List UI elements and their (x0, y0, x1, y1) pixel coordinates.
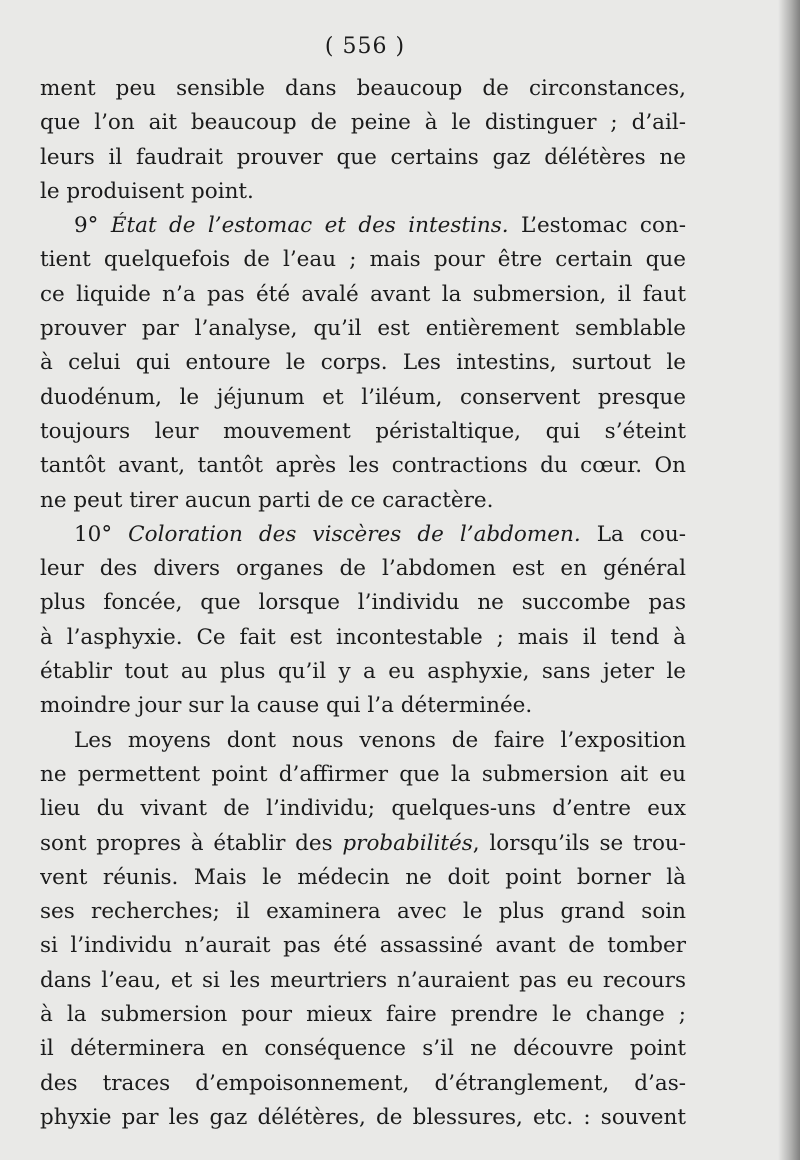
text-line: établir tout au plus qu’il y a eu asphyxie, sans jeter le (40, 659, 686, 685)
text-line: à celui qui entoure le corps. Les intestins, surtout le (40, 350, 686, 376)
page-number: ( 556 ) (324, 34, 406, 59)
text-line: le produisent point. (40, 178, 254, 204)
text-line: à l’asphyxie. Ce fait est incontestable ; mais il tend à (40, 624, 686, 650)
text-line: à la submersion pour mieux faire prendre le change ; (40, 1002, 686, 1028)
scan-edge-shadow (778, 0, 800, 1160)
text-line: duodénum, le jéjunum et l’iléum, conservent presque (40, 384, 686, 410)
text-line: il déterminera en conséquence s’il ne découvre point (40, 1036, 686, 1062)
text-line: plus foncée, que lorsque l’individu ne succombe pas (40, 590, 686, 616)
text-line: lieu du vivant de l’individu; quelques-uns d’entre eux (40, 796, 686, 822)
text-line: vent réunis. Mais le médecin ne doit point borner là (40, 864, 686, 890)
text-line: toujours leur mouvement péristaltique, qui s’éteint (40, 418, 686, 444)
text-line: que l’on ait beaucoup de peine à le distinguer ; d’ail- (40, 110, 686, 136)
text-line: tient quelquefois de l’eau ; mais pour être certain que (40, 247, 686, 273)
text-line: ment peu sensible dans beaucoup de circonstances, (40, 76, 686, 101)
text-line: moindre jour sur la cause qui l’a déterminée. (40, 693, 533, 719)
text-line: ne permettent point d’affirmer que la submersion ait eu (40, 761, 686, 787)
text-line: prouver par l’analyse, qu’il est entièrement semblable (40, 316, 686, 342)
text-line: phyxie par les gaz délétères, de blessures, etc. : souvent (40, 1104, 686, 1130)
text-line: Les moyens dont nous venons de faire l’exposition (74, 727, 686, 753)
text-line: 9° État de l’estomac et des intestins. L’estomac con- (74, 213, 686, 239)
body-text (40, 72, 686, 1135)
text-line: leur des divers organes de l’abdomen est en général (40, 556, 686, 582)
text-line: ce liquide n’a pas été avalé avant la submersion, il faut (40, 281, 686, 307)
text-line: si l’individu n’aurait pas été assassiné avant de tomber (40, 933, 686, 959)
text-line: des traces d’empoisonnement, d’étranglement, d’as- (40, 1070, 686, 1096)
text-line: leurs il faudrait prouver que certains gaz délétères ne (40, 144, 686, 170)
text-line: tantôt avant, tantôt après les contractions du cœur. On (40, 453, 686, 479)
text-line: ses recherches; il examinera avec le plus grand soin (40, 899, 686, 925)
text-line: sont propres à établir des probabilités, lorsqu’ils se trou- (40, 830, 686, 856)
text-line: 10° Coloration des viscères de l’abdomen. La cou- (74, 521, 686, 547)
text-line: ne peut tirer aucun parti de ce caractère. (40, 487, 494, 513)
text-line: dans l’eau, et si les meurtriers n’auraient pas eu recours (40, 967, 686, 993)
